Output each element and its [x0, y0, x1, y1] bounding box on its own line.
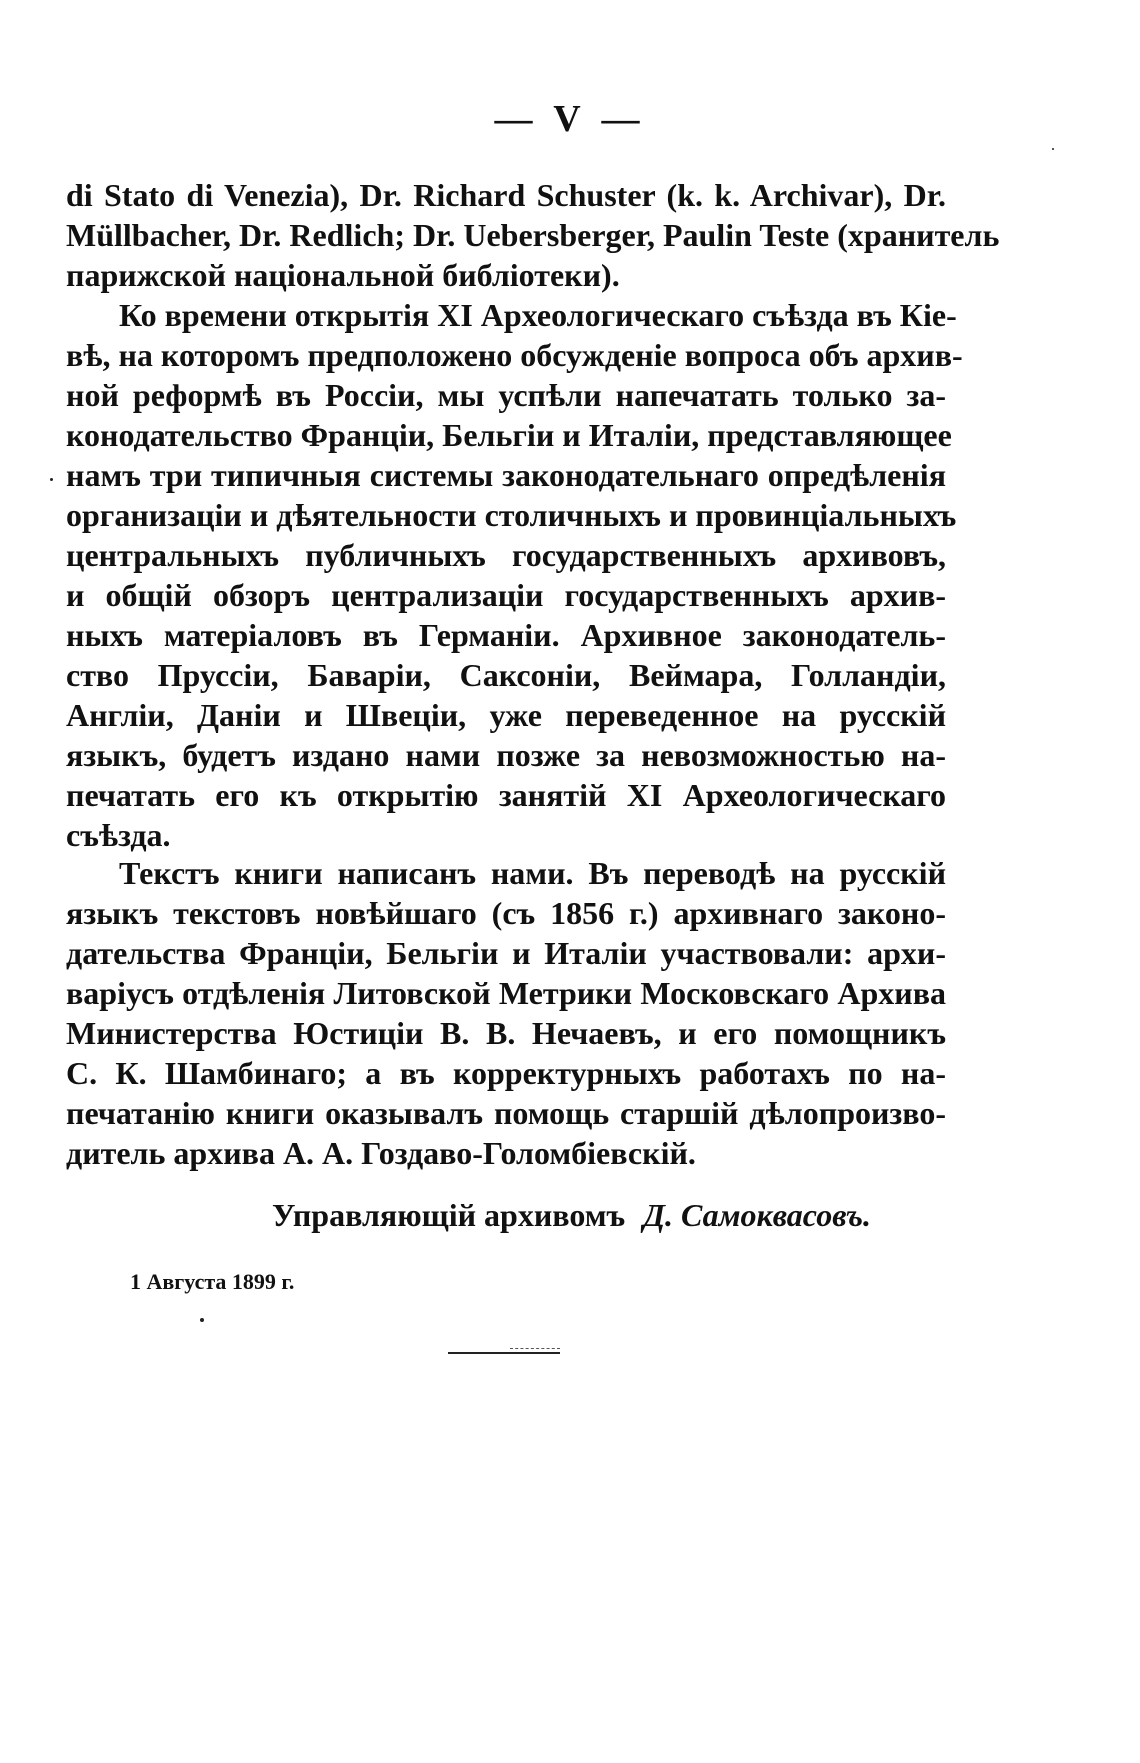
- text-line: Англіи, Даніи и Швеціи, уже переведенное на русскій: [66, 697, 946, 733]
- text-line: языкъ, будетъ издано нами позже за невозможностью на-: [66, 737, 946, 773]
- text-line: съѣзда.: [66, 817, 171, 853]
- text-line: Müllbacher, Dr. Redlich; Dr. Uebersberger, Paulin Teste (хранитель: [66, 217, 1000, 253]
- paragraph-archive-reform: [66, 295, 963, 855]
- text-line: ство Пруссіи, Баваріи, Саксоніи, Веймара, Голландіи,: [66, 657, 946, 693]
- text-line: организаціи и дѣятельности столичныхъ и провинціальныхъ: [66, 497, 957, 533]
- closing-rule: [448, 1352, 560, 1354]
- text-line: di Stato di Venezia), Dr. Richard Schuster (k. k. Archivar), Dr.: [66, 177, 946, 213]
- page-number: — V —: [494, 98, 646, 140]
- text-line: и общій обзоръ централизаціи государственныхъ архив-: [66, 577, 946, 613]
- text-line: варіусъ отдѣленія Литовской Метрики Московскаго Архива: [66, 975, 946, 1011]
- text-line: языкъ текстовъ новѣйшаго (съ 1856 г.) архивнаго законо-: [66, 895, 946, 931]
- closing-rule-dashes: [510, 1348, 560, 1349]
- text-line: конодательство Франціи, Бельгіи и Италіи, представляющее: [66, 417, 952, 453]
- print-speck: [1052, 148, 1054, 150]
- date-line: 1 Августа 1899 г.: [130, 1269, 295, 1294]
- text-line: намъ три типичныя системы законодательнаго опредѣленія: [66, 457, 946, 493]
- text-line: Текстъ книги написанъ нами. Въ переводѣ на русскій: [119, 855, 946, 891]
- text-line: центральныхъ публичныхъ государственныхъ архивовъ,: [66, 537, 946, 573]
- text-line: парижской національной библіотеки).: [66, 257, 620, 293]
- print-speck: [50, 478, 53, 481]
- signature-title: Управляющій архивомъ: [272, 1197, 626, 1233]
- signature-name: Д. Самоквасовъ.: [643, 1197, 871, 1233]
- text-line: вѣ, на которомъ предположено обсужденіе вопроса объ архив-: [66, 337, 963, 373]
- text-line: Ко времени открытія XI Археологическаго съѣзда въ Кіе-: [119, 297, 957, 333]
- text-line: ныхъ матеріаловъ въ Германіи. Архивное законодатель-: [66, 617, 946, 653]
- signature-line: [272, 1195, 871, 1235]
- print-speck: [200, 1318, 204, 1322]
- text-line: печатать его къ открытію занятій XI Археологическаго: [66, 777, 946, 813]
- text-line: ной реформѣ въ Россіи, мы успѣли напечатать только за-: [66, 377, 946, 413]
- text-line: Министерства Юстиціи В. В. Нечаевъ, и его помощникъ: [66, 1015, 946, 1051]
- text-line: дательства Франціи, Бельгіи и Италіи участвовали: архи-: [66, 935, 946, 971]
- text-line: дитель архива А. А. Гоздаво-Голомбіевскій.: [66, 1135, 696, 1171]
- paragraph-translators: [66, 853, 946, 1173]
- text-line: печатанію книги оказывалъ помощь старшій дѣлопроизво-: [66, 1095, 946, 1131]
- continued-paragraph: [66, 175, 1000, 295]
- text-line: С. К. Шамбинаго; а въ корректурныхъ работахъ по на-: [66, 1055, 946, 1091]
